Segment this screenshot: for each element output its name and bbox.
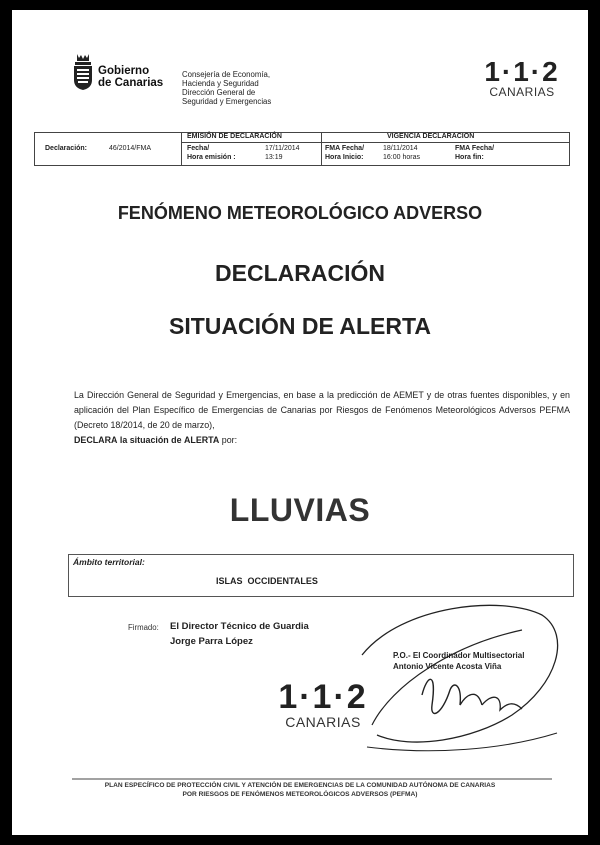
director-name: Jorge Parra López <box>170 636 253 647</box>
logo-112-canarias: CANARIAS <box>285 714 361 730</box>
title-fenomeno: FENÓMENO METEOROLÓGICO ADVERSO <box>117 203 483 223</box>
hora-emision-value: 13:19 <box>265 154 283 161</box>
title-situacion: SITUACIÓN DE ALERTA <box>169 313 431 339</box>
title-declaracion: DECLARACIÓN <box>215 260 385 286</box>
consejeria-line: Consejería de Economía, <box>182 70 270 79</box>
footer-text <box>42 781 558 799</box>
gobierno-crest-icon <box>70 52 96 92</box>
fecha-label: Fecha/ <box>187 145 210 152</box>
declaracion-label: Declaración: <box>45 145 88 152</box>
body-alerta: ALERTA <box>183 435 220 445</box>
fma-fecha-label: FMA Fecha/ <box>325 145 365 152</box>
body-text: La Dirección General de Seguridad y Emergencias, en base a la predicción de AEMET y de otras fuentes disponibles, y en aplicación del Plan Específico de Emergencias de Canarias por Riesgos de Fenómenos Meteorológicos Adversos PEFMA (Decreto 18/2014, de 20 de marzo), <box>74 390 570 430</box>
coordinador-title: P.O.- El Coordinador Multisectorial <box>393 651 525 660</box>
document-page <box>12 10 588 835</box>
declaration-body <box>74 388 570 448</box>
direccion-line: Dirección General de <box>182 88 256 97</box>
logo-112-number: 1·1·2 <box>278 678 368 716</box>
declaration-table <box>34 132 570 166</box>
declaracion-value: 46/2014/FMA <box>109 145 152 152</box>
fma-fecha-fin-label: FMA Fecha/ <box>455 145 495 152</box>
hora-inicio-value: 16:00 horas <box>383 154 420 161</box>
footer-line: PLAN ESPECÍFICO DE PROTECCIÓN CIVIL Y ATENCIÓN DE EMERGENCIAS DE LA COMUNIDAD AUTÓNOMA DE CANARIAS <box>104 782 496 789</box>
ambito-label: Ámbito territorial: <box>73 557 145 567</box>
director-title: El Director Técnico de Guardia <box>170 621 309 632</box>
ambito-value: ISLAS OCCIDENTALES <box>216 576 318 586</box>
hora-inicio-label: Hora Inicio: <box>325 154 364 161</box>
coordinador-name: Antonio Vicente Acosta Viña <box>393 662 502 671</box>
body-por: por: <box>221 435 238 445</box>
consejeria-block <box>182 70 271 106</box>
consejeria-line: Hacienda y Seguridad <box>182 79 259 88</box>
gobierno-logo-text: Gobierno de Canarias <box>98 65 164 89</box>
fma-fecha-value: 18/11/2014 <box>383 145 418 152</box>
vigencia-header: VIGENCIA DECLARACION <box>387 133 475 140</box>
fecha-value: 17/11/2014 <box>265 145 300 152</box>
director-block <box>170 619 309 649</box>
body-la-situacion: la situación de <box>119 435 182 445</box>
footer-line: POR RIESGOS DE FENÓMENOS METEOROLÓGICOS ADVERSOS (PEFMA) <box>182 791 418 798</box>
logo-112-top <box>477 58 567 99</box>
firmado-label: Firmado: <box>128 623 159 632</box>
logo-112-canarias: CANARIAS <box>489 85 555 99</box>
handwritten-signature <box>342 575 582 765</box>
direccion-line: Seguridad y Emergencias <box>182 97 272 106</box>
body-declara: DECLARA <box>74 435 118 445</box>
hora-emision-label: Hora emisión : <box>187 154 236 161</box>
hora-fin-label: Hora fin: <box>455 154 484 161</box>
logo-112-number: 1·1·2 <box>484 56 560 87</box>
phenomenon-title: LLUVIAS <box>229 492 371 528</box>
emision-header: EMISIÓN DE DECLARACIÓN <box>187 133 282 140</box>
